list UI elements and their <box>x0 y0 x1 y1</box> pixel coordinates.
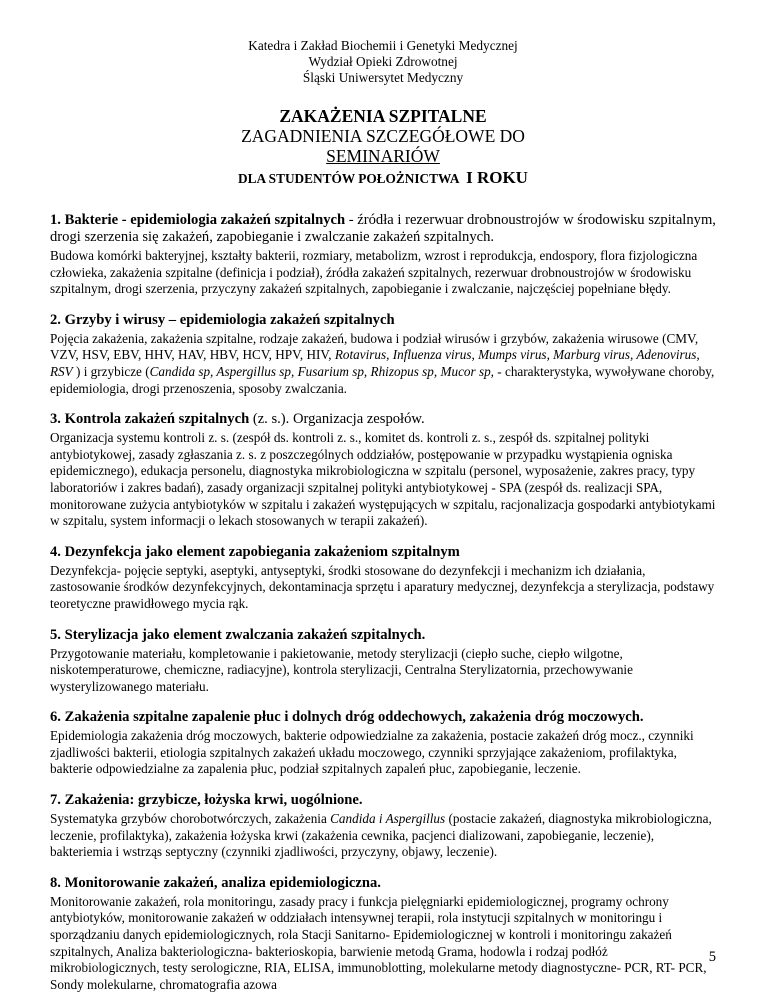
section-8 <box>50 875 716 994</box>
page-number: 5 <box>708 949 716 965</box>
body-text: Systematyka grzybów chorobotwórczych, zakażenia <box>50 811 331 827</box>
section-heading <box>50 792 716 809</box>
body-italic: Candida sp, Aspergillus sp, Fusarium sp, Rhizopus sp, Mucor sp, <box>149 363 494 379</box>
body-italic: Rotavirus, Influenza virus, Mumps virus, Marburg virus, Adenovirus, RSV <box>50 347 700 379</box>
section-body: Przygotowanie materiału, kompletowanie i pakietowanie, metody sterylizacji (ciepło suche, ciepło wilgotne, niskotemperaturowe, chemiczne, radiacyjne), kontrola sterylizacji, Centralna Sterylizatornia, przechowywanie wysterylizowanego materiału. <box>50 645 633 694</box>
body-text: Pojęcia zakażenia, zakażenia szpitalne, rodzaje zakażeń, budowa i podział wirusów i grzybów, zakażenia wirusowe (CMV, VZV, HSV, EBV, HHV, HAV, HBV, HCV, HPV, HIV, <box>50 330 699 363</box>
section-6 <box>50 709 716 778</box>
section-body <box>50 331 716 397</box>
section-heading-bold: 5. Sterylizacja jako element zwalczania zakażeń szpitalnych. <box>50 626 426 643</box>
document-title: ZAKAŻENIA SZPITALNE <box>279 106 487 126</box>
section-heading <box>50 627 716 644</box>
university-name: Śląski Uniwersytet Medyczny <box>302 70 464 85</box>
section-heading-bold: 4. Dezynfekcja jako element zapobiegania zakażeniom szpitalnym <box>50 543 460 560</box>
institution-header <box>50 38 716 86</box>
section-4 <box>50 544 716 613</box>
section-heading <box>50 544 716 561</box>
body-text: (postacie zakażeń, diagnostyka mikrobiologiczna, leczenie, profilaktyka), zakażenia łożyska krwi (zakażenia cewnika, pacjenci dializowani, zapobieganie, leczenie), bakteriemia i wstrząs septyczny (czynniki zjadliwości, przyczyny, objawy, leczenie). <box>50 811 712 860</box>
body-text: - charakterystyka, wywoływane choroby, epidemiologia, drogi przenoszenia, sposoby zwalczania. <box>50 363 715 396</box>
audience-line <box>50 168 716 189</box>
section-heading-bold: 2. Grzyby i wirusy – epidemiologia zakażeń szpitalnych <box>50 311 395 328</box>
section-1 <box>50 212 716 298</box>
section-7 <box>50 792 716 861</box>
body-text: ) i grzybicze ( <box>72 363 150 379</box>
section-heading-bold: 1. Bakterie - epidemiologia zakażeń szpitalnych <box>50 212 346 228</box>
section-heading-bold: 8. Monitorowanie zakażeń, analiza epidemiologiczna. <box>50 874 381 891</box>
section-heading-bold: 3. Kontrola zakażeń szpitalnych <box>50 411 250 428</box>
faculty-name: Wydział Opieki Zdrowotnej <box>308 54 458 69</box>
document-subtitle-underlined: SEMINARIÓW <box>326 146 440 166</box>
section-heading-rest: - źródła i rezerwuar drobnoustrojów w środowisku szpitalnym, drogi szerzenia się zakażeń, zapobieganie i zwalczanie zakażeń szpitalnych. <box>50 212 716 245</box>
body-italic: Candida i Aspergillus <box>330 811 446 827</box>
section-body <box>50 811 716 861</box>
section-body: Organizacja systemu kontroli z. s. (zespół ds. kontroli z. s., komitet ds. kontroli z. s., zespół ds. szpitalnej polityki antybiotykowej, zasady zgłaszania z. s. z poszczególnych oddziałów, postępowanie w przypadku wystąpienia ogniska epidemicznego), edukacja personelu, diagnostyka mikrobiologiczna w szpitalu (personel, wyposażenie, zakres pracy, typy laboratoriów i zakres badań), zasady organizacji szpitalnej polityki antybiotykowej - SPA (zespół ds. realizacji SPA, monitorowane zużycia antybiotyków w szpitalu i zakażeń występujących w szpitalu, racjonalizacja gospodarki antybiotykami w szpitalu, system informacji o lekach stosowanych w terapii zakażeń). <box>50 430 716 529</box>
section-body: Budowa komórki bakteryjnej, kształty bakterii, rozmiary, metabolizm, wzrost i reprodukcja, endospory, flora fizjologiczna człowieka, zakażenia szpitalne (definicja i podział), źródła zakażeń szpitalnych, rezerwuar drobnoustrojów w środowisku szpitalnym, drogi szerzenia, przyczyny zakażeń szpitalnych, zapobieganie i zwalczanie, najczęściej popełniane błędy. <box>50 248 698 297</box>
section-heading <box>50 709 716 726</box>
section-body: Dezynfekcja- pojęcie septyki, aseptyki, antyseptyki, środki stosowane do dezynfekcji i mechanizm ich działania, zastosowanie środków dezynfekcyjnych, dekontaminacja sprzętu i aparatury medycznej, dezynfekcja a sterylizacja, podstawy teoretyczne prawidłowego mycia rąk. <box>50 562 715 611</box>
section-2 <box>50 312 716 397</box>
section-heading-bold: 7. Zakażenia: grzybicze, łożyska krwi, uogólnione. <box>50 792 363 809</box>
title-block <box>50 106 716 189</box>
department-name: Katedra i Zakład Biochemii i Genetyki Medycznej <box>248 38 518 53</box>
document-page <box>50 38 716 993</box>
section-3 <box>50 411 716 530</box>
audience-label: DLA STUDENTÓW POŁOŻNICTWA <box>238 171 460 186</box>
section-heading-rest: (z. s.). Organizacja zespołów. <box>249 411 425 428</box>
section-body: Epidemiologia zakażenia dróg moczowych, bakterie odpowiedzialne za zakażenia, postacie zakażeń dróg mocz., czynniki zjadliwości bakterii, etiologia szpitalnych zakażeń układu moczowego, czynniki sprzyjające zakażeniom, profilaktyka, bakterie odpowiedzialne za zapalenia płuc, podział szpitalnych zapaleń płuc, zapobieganie, leczenie. <box>50 728 694 777</box>
section-heading <box>50 212 716 246</box>
section-heading-bold: 6. Zakażenia szpitalne zapalenie płuc i dolnych dróg oddechowych, zakażenia dróg moczowych. <box>50 709 644 726</box>
section-heading <box>50 411 716 428</box>
document-subtitle: ZAGADNIENIA SZCZEGÓŁOWE DO <box>241 126 525 146</box>
section-heading <box>50 312 716 329</box>
section-5 <box>50 627 716 696</box>
year-label: I ROKU <box>466 168 528 187</box>
section-body: Monitorowanie zakażeń, rola monitoringu, zasady pracy i funkcja pielęgniarki epidemiologicznej, programy ochrony antybiotyków, monitorowanie zakażeń w oddziałach intensywnej terapii, rola instytucji szpitalnych w monitoringu i sporządzaniu danych epidemiologicznych, rola Stacji Sanitarno- Epidemiologicznej w kontroli i monitoringu zakażeń szpitalnych, Analiza bakteriologiczna- bakterioskopia, barwienie metodą Grama, hodowla i rodzaj podłóż mikrobiologicznych, testy serologiczne, RIA, ELISA, immunoblotting, molekularne metody diagnostyczne- PCR, RT- PCR, Sondy molekularne, chromatografia azowa <box>50 893 707 992</box>
section-heading <box>50 875 716 892</box>
